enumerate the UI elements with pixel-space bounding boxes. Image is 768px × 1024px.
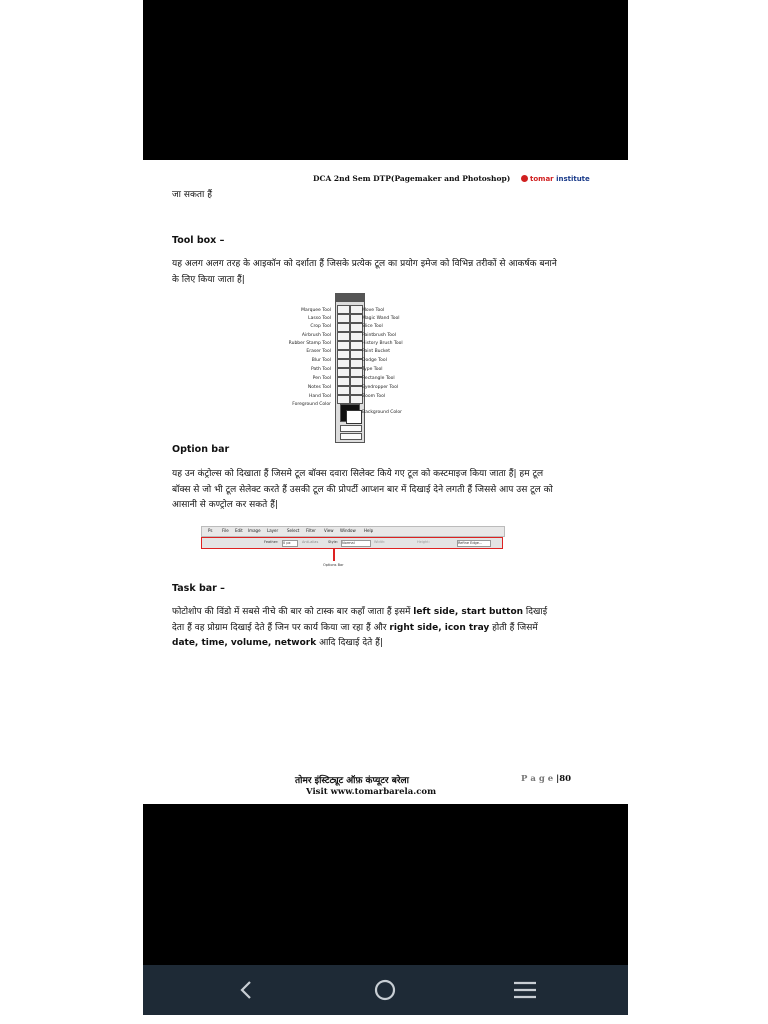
- menu-item: Window: [340, 528, 356, 533]
- logo-text: institute: [556, 175, 590, 183]
- feather-field: 0 px: [282, 540, 298, 547]
- document-page: [143, 160, 628, 804]
- antialias-label: Anti-alias: [302, 540, 319, 544]
- menu-item: Image: [248, 528, 261, 533]
- toolbox-label-left: Eraser Tool: [306, 349, 331, 354]
- toolbox-label-right: Zoom Tool: [362, 394, 386, 399]
- toolbox-label-left: Notes Tool: [307, 385, 331, 390]
- menu-item: View: [324, 528, 334, 533]
- option-bar-paragraph: यह उन कंट्रोल्स को दिखाता हैं जिसमे टूल बॉक्स दवारा सिलेक्ट किये गए टूल को कस्टमाइज किया जाता हैं| हम टूल बॉक्स से जो भी टूल सेलेक्ट करते हैं उसकी टूल की प्रोपर्टी आप्शन बार में दिखाई देने लगती हैं जिससे आप उस टूल को आसानी से कण्ट्रोल कर सकते हैं|: [172, 469, 553, 510]
- logo-mark-icon: [521, 175, 528, 182]
- chevron-left-icon[interactable]: [231, 975, 263, 1005]
- toolbox-label-left: Blur Tool: [311, 358, 331, 363]
- pointer-arrow: [333, 549, 335, 561]
- style-field: Normal: [341, 540, 371, 547]
- footer-website: Visit www.tomarbarela.com: [306, 787, 437, 797]
- toolbox-label-left: Hand Tool: [308, 394, 331, 399]
- toolbox-label-right: Move Tool: [362, 308, 385, 313]
- toolbox-label-right: Paintbrush Tool: [362, 333, 397, 338]
- photoshop-menu-bar: [201, 526, 505, 537]
- toolbox-label-left: Foreground Color: [292, 402, 331, 407]
- circle-home-icon[interactable]: [369, 975, 401, 1005]
- institute-logo: [521, 175, 590, 183]
- refine-edge-button: Refine Edge...: [457, 540, 491, 547]
- intro-line: जा सकता हैं: [172, 190, 212, 200]
- toolbox-label-right: Eyedropper Tool: [362, 385, 399, 390]
- menu-item: Help: [364, 528, 374, 533]
- taskbar-paragraph: फोटोशोप की विंडो में सबसे नीचे की बार को टास्क बार कहाँ जाता हैं इसमें left side, start button दिखाई देता हैं वह प्रोग्राम दिखाई देते हैं जिन पर कार्य किया जा रहा हैं और right side, icon tray होती हैं जिसमें date, time, volume, network आदि दिखाई देते हैं|: [172, 607, 548, 648]
- toolbox-label-left: Airbrush Tool: [301, 333, 331, 338]
- menu-item: Edit: [235, 528, 243, 533]
- style-label: Style:: [328, 540, 338, 544]
- menu-item: Filter: [306, 528, 316, 533]
- feather-label: Feather:: [264, 540, 279, 544]
- option-bar-heading: Option bar: [172, 444, 230, 455]
- phone-screen: [143, 0, 628, 1015]
- toolbox-label-right: History Brush Tool: [362, 341, 403, 346]
- menu-item: Ps: [208, 528, 213, 533]
- height-label: Height:: [417, 540, 430, 544]
- options-bar-figure: [201, 526, 503, 567]
- toolbox-label-right: Dodge Tool: [362, 358, 387, 363]
- menu-item: Layer: [267, 528, 279, 533]
- menu-item: Select: [287, 528, 300, 533]
- photoshop-options-bar: [201, 537, 503, 549]
- width-label: Width:: [374, 540, 386, 544]
- toolbox-label-left: Lasso Tool: [308, 316, 331, 321]
- logo-brand: tomar: [530, 175, 554, 183]
- toolbox-figure: [335, 293, 365, 443]
- hamburger-menu-icon[interactable]: [509, 975, 541, 1005]
- taskbar-heading: Task bar –: [172, 583, 225, 594]
- toolbox-label-left: Marquee Tool: [301, 308, 331, 313]
- toolbox-label-right: Magic Wand Tool: [362, 316, 400, 321]
- footer-institute-name: तोमर इंस्टिट्यूट ऑफ़ कंप्यूटर बरेला: [295, 776, 409, 786]
- page-number: P a g e |80: [521, 774, 572, 784]
- toolbox-label-left: Rubber Stamp Tool: [288, 341, 331, 346]
- document-header-title: DCA 2nd Sem DTP(Pagemaker and Photoshop): [313, 174, 511, 183]
- toolbox-label-left: Pen Tool: [312, 376, 331, 381]
- toolbox-label-right: Slice Tool: [362, 324, 383, 329]
- toolbox-heading: Tool box –: [172, 235, 225, 246]
- android-nav-bar: [143, 965, 628, 1015]
- toolbox-label-left: Crop Tool: [310, 324, 331, 329]
- toolbox-label-left: Path Tool: [310, 367, 331, 372]
- toolbox-paragraph: यह अलग अलग तरह के आइकॉन को दर्शाता हैं जिसके प्रत्येक टूल का प्रयोग इमेज को विभिन्न तरीकों से आकर्षक बनाने के लिए किया जाता हैं|: [172, 259, 557, 285]
- toolbox-label-right: Background Color: [362, 410, 403, 415]
- toolbox-label-right: Rectangle Tool: [362, 376, 395, 381]
- toolbox-label-right: Type Tool: [362, 367, 383, 372]
- menu-item: File: [222, 528, 229, 533]
- options-bar-caption: Options Bar: [323, 563, 344, 567]
- toolbox-label-right: Paint Bucket: [362, 349, 390, 354]
